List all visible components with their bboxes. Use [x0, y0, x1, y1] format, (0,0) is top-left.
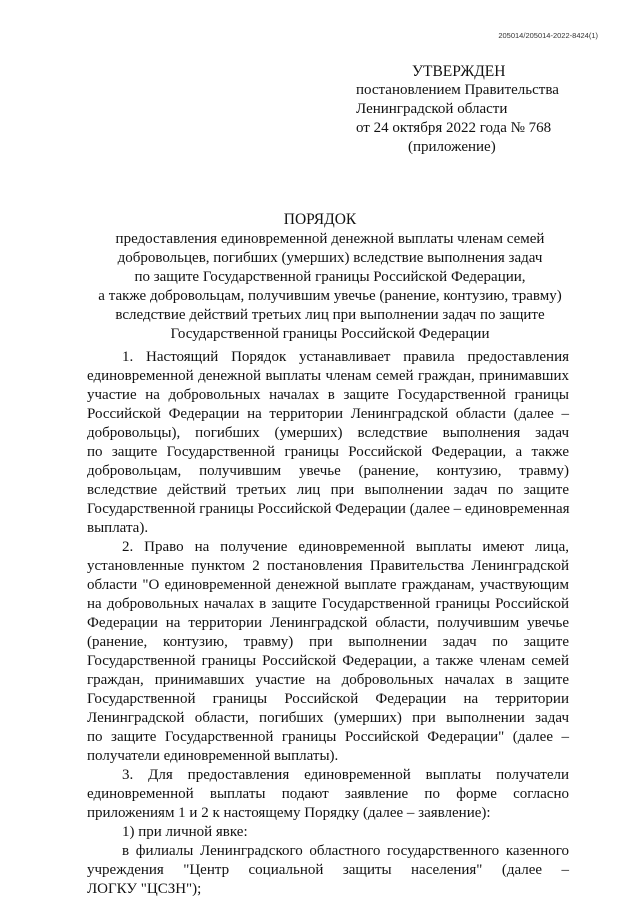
- document-title: ПОРЯДОК: [283, 211, 357, 228]
- text-line: 3. Для предоставления единовременной выплаты получатели: [122, 767, 569, 783]
- text-line: Федерации на территории Ленинградской области, получившим увечье: [87, 615, 569, 631]
- text-line: участие на добровольных началах в защите Государственной границы: [87, 387, 569, 403]
- document-body: [87, 348, 569, 899]
- approval-date-line: от 24 октября 2022 года № 768: [356, 120, 552, 136]
- text-line: установленные пунктом 2 постановления Правительства Ленинградской: [87, 558, 569, 574]
- text-line: добровольцы), погибших (умерших) вследствие выполнения задач: [87, 425, 569, 441]
- text-line: по защите Государственной границы Российской Федерации" (далее –: [87, 729, 569, 745]
- text-line: (ранение, контузию, травму) при выполнении задач по защите: [87, 634, 569, 650]
- paragraph-1: [87, 348, 569, 538]
- text-line: Государственной границы Российской Федерации (далее – единовременная: [87, 501, 570, 517]
- subtitle-line: Государственной границы Российской Федерации: [170, 326, 490, 342]
- paragraph-5: [87, 842, 569, 899]
- approval-line: Ленинградской области: [356, 101, 508, 117]
- document-subtitle: [80, 230, 580, 344]
- text-line: вследствие действий третьих лиц при выполнении задач по защите: [87, 482, 569, 498]
- text-line: учреждения "Центр социальной защиты населения" (далее –: [87, 862, 569, 878]
- text-line: в филиалы Ленинградского областного государственного казенного: [122, 843, 569, 859]
- approval-block: [356, 62, 596, 157]
- text-line: 2. Право на получение единовременной выплаты имеют лица,: [122, 539, 569, 555]
- text-line: Государственной границы Российской Федерации, а также членам семей: [87, 653, 569, 669]
- text-line: на добровольных началах в защите Государственной границы Российской: [87, 596, 569, 612]
- paragraph-4: [87, 823, 569, 842]
- approval-line: постановлением Правительства: [356, 82, 559, 98]
- approval-appendix-note: (приложение): [408, 139, 496, 155]
- text-line: приложениям 1 и 2 к настоящему Порядку (далее – заявление):: [87, 805, 491, 821]
- text-line: единовременной денежной выплаты членам семей граждан, принимавших: [87, 368, 569, 384]
- text-line: по защите Государственной границы Российской Федерации, а также: [87, 444, 569, 460]
- text-line: ЛОГКУ "ЦСЗН");: [87, 881, 202, 897]
- text-line: добровольцам, получившим увечье (ранение, контузию, травму): [87, 463, 569, 479]
- text-line: получатели единовременной выплаты).: [87, 748, 339, 764]
- text-line: Российской Федерации на территории Ленинградской области (далее –: [87, 406, 569, 422]
- subtitle-line: по защите Государственной границы Российской Федерации,: [134, 269, 526, 285]
- approval-title: УТВЕРЖДЕН: [412, 63, 506, 80]
- subtitle-line: вследствие действий третьих лиц при выполнении задач по защите: [115, 307, 545, 323]
- subtitle-line: предоставления единовременной денежной выплаты членам семей: [115, 231, 545, 247]
- subtitle-line: а также добровольцам, получившим увечье (ранение, контузию, травму): [98, 288, 562, 304]
- text-line: Государственной границы Российской Федерации на территории: [87, 691, 569, 707]
- text-line: области "О единовременной денежной выплате гражданам, участвующим: [87, 577, 569, 593]
- subtitle-line: добровольцев, погибших (умерших) вследствие выполнения задач: [117, 250, 543, 266]
- text-line: 1) при личной явке:: [122, 824, 248, 840]
- paragraph-3: [87, 766, 569, 823]
- paragraph-2: [87, 538, 569, 766]
- text-line: граждан, принимавших участие на добровольных началах в защите: [87, 672, 569, 688]
- text-line: выплата).: [87, 520, 149, 536]
- text-line: Ленинградской области, погибших (умерших) при выполнении задач: [87, 710, 569, 726]
- document-id: 205014/205014-2022-8424(1): [498, 31, 598, 40]
- text-line: 1. Настоящий Порядок устанавливает правила предоставления: [122, 349, 569, 365]
- text-line: единовременной выплаты подают заявление по форме согласно: [87, 786, 569, 802]
